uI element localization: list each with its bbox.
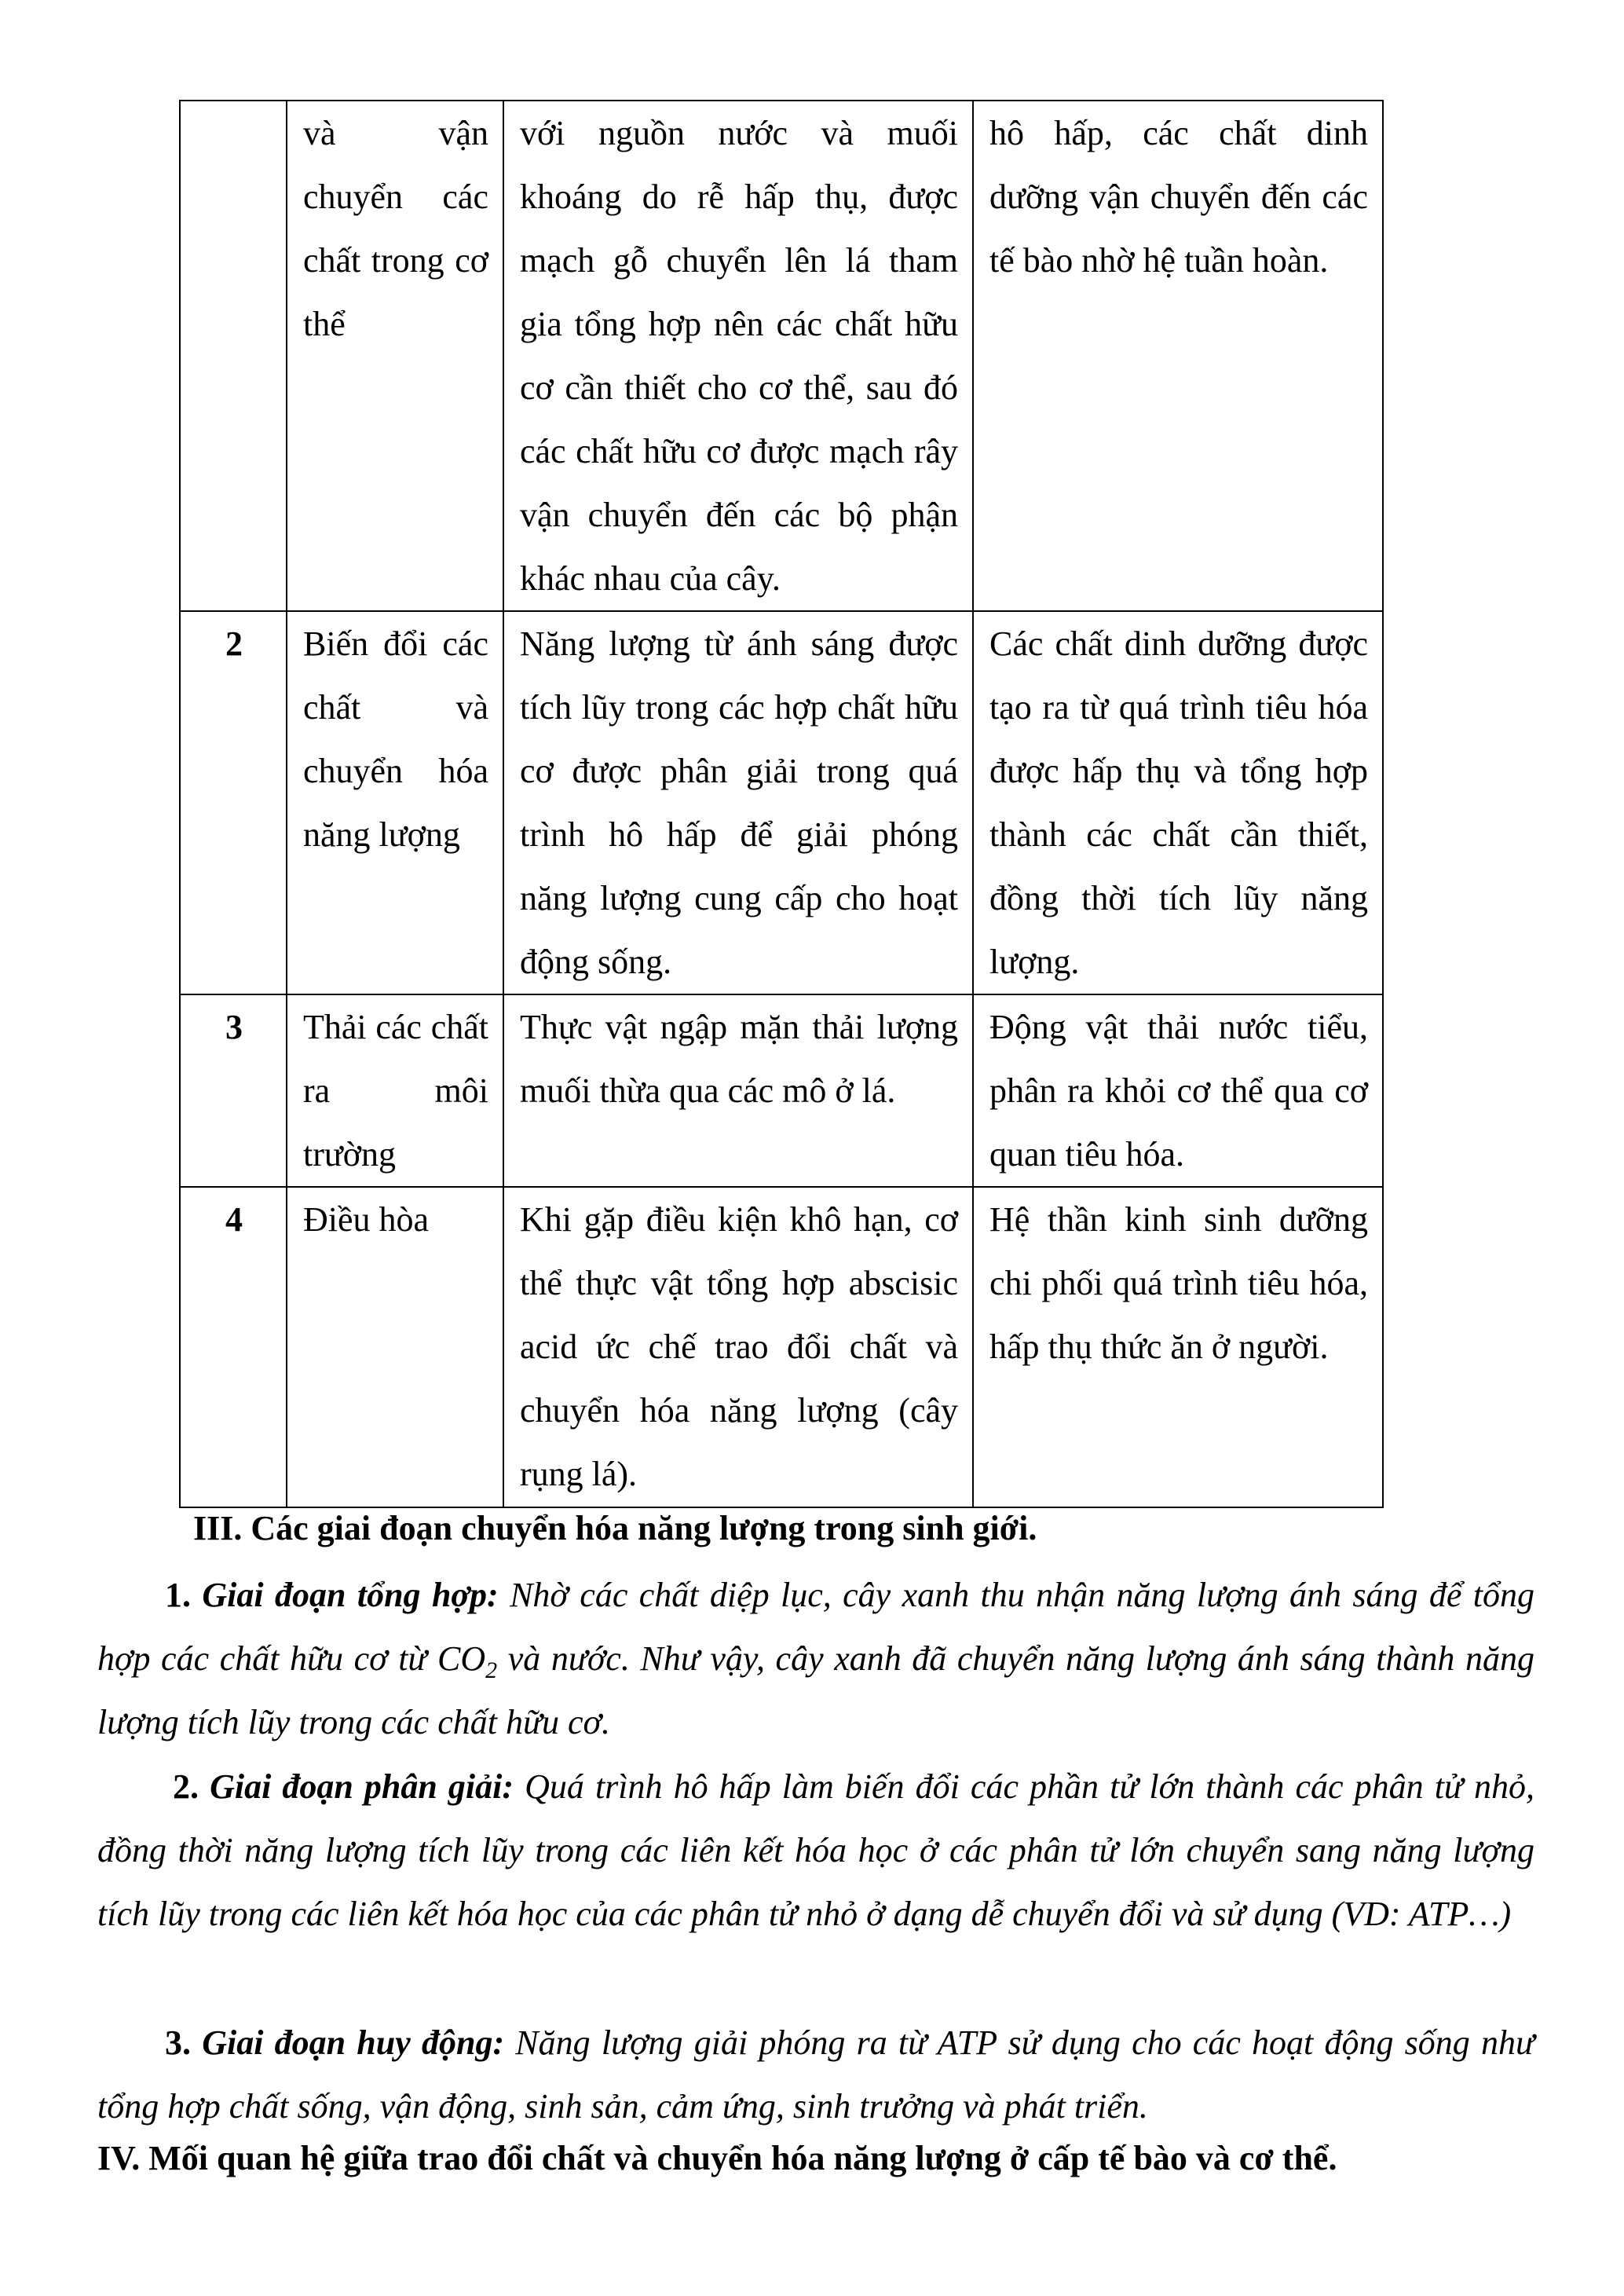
row-number bbox=[180, 101, 287, 611]
stage-2-paragraph bbox=[97, 1755, 1534, 1946]
section-4-heading: IV. Mối quan hệ giữa trao đổi chất và chuyển hóa năng lượng ở cấp tế bào và cơ thể. bbox=[97, 2139, 1337, 2177]
process-name: Thải các chất ra môi trường bbox=[287, 994, 503, 1187]
animal-example: Động vật thải nước tiểu, phân ra khỏi cơ thể qua cơ quan tiêu hóa. bbox=[973, 994, 1383, 1187]
stage-title: Giai đoạn phân giải: bbox=[210, 1767, 514, 1806]
animal-example: Hệ thần kinh sinh dưỡng chi phối quá trình tiêu hóa, hấp thụ thức ăn ở người. bbox=[973, 1187, 1383, 1507]
section-3-heading: III. Các giai đoạn chuyển hóa năng lượng trong sinh giới. bbox=[193, 1509, 1037, 1547]
process-name: Biến đổi các chất và chuyển hóa năng lượng bbox=[287, 611, 503, 994]
table-row bbox=[180, 611, 1383, 994]
stage-number: 3. bbox=[165, 2023, 191, 2062]
table-row bbox=[180, 994, 1383, 1187]
stage-3-paragraph bbox=[97, 2011, 1534, 2138]
stage-title: Giai đoạn tổng hợp: bbox=[202, 1576, 499, 1614]
plant-example: Thực vật ngập mặn thải lượng muối thừa qua các mô ở lá. bbox=[503, 994, 973, 1187]
comparison-table bbox=[179, 100, 1384, 1508]
table-row bbox=[180, 101, 1383, 611]
table-row bbox=[180, 1187, 1383, 1507]
row-number: 2 bbox=[180, 611, 287, 994]
animal-example: hô hấp, các chất dinh dưỡng vận chuyển đến các tế bào nhờ hệ tuần hoàn. bbox=[973, 101, 1383, 611]
process-name: và vận chuyển các chất trong cơ thể bbox=[287, 101, 503, 611]
plant-example: Năng lượng từ ánh sáng được tích lũy trong các hợp chất hữu cơ được phân giải trong quá trình hô hấp để giải phóng năng lượng cung cấp cho hoạt động sống. bbox=[503, 611, 973, 994]
plant-example: Khi gặp điều kiện khô hạn, cơ thể thực vật tổng hợp abscisic acid ức chế trao đổi chất và chuyển hóa năng lượng (cây rụng lá). bbox=[503, 1187, 973, 1507]
stage-1-paragraph bbox=[97, 1563, 1534, 1754]
stage-number: 1. bbox=[165, 1576, 191, 1614]
row-number: 4 bbox=[180, 1187, 287, 1507]
stage-number: 2. bbox=[173, 1767, 199, 1806]
stage-text: Nhờ các chất diệp lục, cây xanh thu nhận năng lượng ánh sáng để tổng hợp các chất hữu cơ từ CO bbox=[97, 1576, 1535, 1678]
plant-example: với nguồn nước và muối khoáng do rễ hấp thụ, được mạch gỗ chuyển lên lá tham gia tổng hợp nên các chất hữu cơ cần thiết cho cơ thể, sau đó các chất hữu cơ được mạch rây vận chuyển đến các bộ phận khác nhau của cây. bbox=[503, 101, 973, 611]
animal-example: Các chất dinh dưỡng được tạo ra từ quá trình tiêu hóa được hấp thụ và tổng hợp thành các chất cần thiết, đồng thời tích lũy năng lượng. bbox=[973, 611, 1383, 994]
subscript: 2 bbox=[485, 1657, 498, 1683]
process-name: Điều hòa bbox=[287, 1187, 503, 1507]
stage-text: Quá trình hô hấp làm biến đổi các phần tử lớn thành các phân tử nhỏ, đồng thời năng lượng tích lũy trong các liên kết hóa học ở các phân tử lớn chuyển sang năng lượng tích lũy trong các liên kết hóa học của các phân tử nhỏ ở dạng dễ chuyển đổi và sử dụng (VD: ATP…) bbox=[97, 1767, 1534, 1933]
stage-title: Giai đoạn huy động: bbox=[202, 2023, 505, 2062]
stage-text: Năng lượng giải phóng ra từ ATP sử dụng cho các hoạt động sống như tổng hợp chất sống, vận động, sinh sản, cảm ứng, sinh trưởng và phát triển. bbox=[97, 2023, 1534, 2126]
row-number: 3 bbox=[180, 994, 287, 1187]
stage-text: và nước. Như vậy, cây xanh đã chuyển năng lượng ánh sáng thành năng lượng tích lũy trong các chất hữu cơ. bbox=[97, 1639, 1535, 1741]
